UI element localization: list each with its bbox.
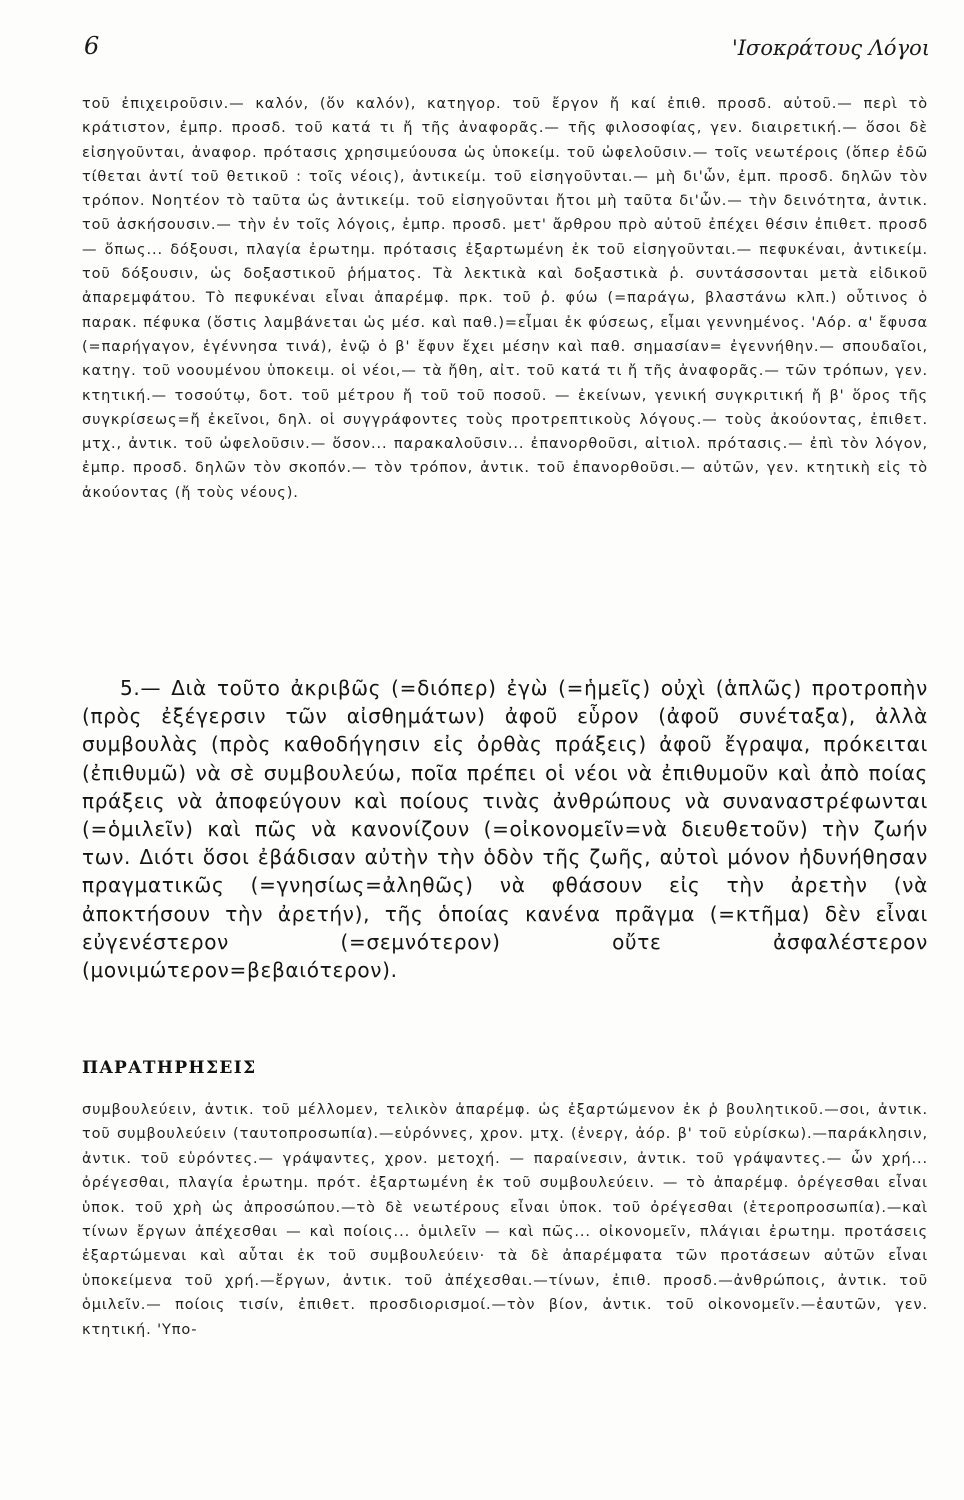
running-title: 'Ισοκράτους Λόγοι — [731, 36, 930, 60]
main-paragraph: 5.— Διὰ τοῦτο ἀκριβῶς (=διόπερ) ἐγὼ (=ἡμεῖς) οὐχὶ (ἁπλῶς) προτροπὴν (πρὸς ἐξέγερσιν τῶν αἰσθημάτων) ἀφοῦ εὗρον (ἀφοῦ συνέταξα), ἀλλὰ συμβουλὰς (πρὸς καθοδήγησιν εἰς ὀρθὰς πράξεις) ἀφοῦ ἔγραψα, πρόκειται (ἐπιθυμῶ) νὰ σὲ συμβουλεύω, ποῖα πρέπει οἱ νέοι νὰ ἐπιθυμοῦν καὶ ἀπὸ ποίας πράξεις νὰ ἀποφεύγουν καὶ ποίους τινὰς ἀνθρώπους νὰ συναναστρέφωνται (=ὁμιλεῖν) καὶ πῶς νὰ κανονίζουν (=οἰκονομεῖν=νὰ διευθετοῦν) τὴν ζωήν των. Διότι ὅσοι ἐβάδισαν αὐτὴν τὴν ὁδὸν τῆς ζωῆς, αὐτοὶ μόνον ἠδυνήθησαν πραγματικῶς (=γνησίως=ἀληθῶς) νὰ φθάσουν εἰς τὴν ἀρετὴν (νὰ ἀποκτήσουν τὴν ἀρετήν), τῆς ὁποίας κανένα πρᾶγμα (=κτῆμα) δὲν εἶναι εὐγενέστερον (=σεμνότερον) οὔτε ἀσφαλέστερον (μονιμώτερον=βεβαιότερον). — [82, 676, 928, 983]
main-translation — [82, 674, 928, 984]
section-heading: ΠΑΡΑΤΗΡΗΣΕΙΣ — [82, 1058, 257, 1078]
remarks-paragraph: συμβουλεύειν, ἀντικ. τοῦ μέλλομεν, τελικὸν ἀπαρέμφ. ὡς ἐξαρτώμενον ἐκ ῥ βουλητικοῦ.—σοι, ἀντικ. τοῦ συμβουλεύειν (ταυτοπροσωπία).—εὑρόννες, χρον. μτχ. (ἐνεργ, ἀόρ. β' τοῦ εὑρίσκω).—παράκλησιν, ἀντικ. τοῦ εὑρόντες.— γράψαντες, χρον. μετοχή. — παραίνεσιν, ἀντικ. τοῦ γράψαντες.— ὧν χρή... ὀρέγεσθαι, πλαγία ἐρωτημ. πρότ. ἐξαρτωμένη ἐκ τοῦ συμβουλεύειν. — τὸ ἀπαρέμφ. ὀρέγεσθαι εἶναι ὑποκ. τοῦ χρὴ ὡς ἀπροσώπου.—τὸ δὲ νεωτέρους εἶναι ὑποκ. τοῦ ὀρέγεσθαι (ἑτεροπροσωπία).—καὶ τίνων ἔργων ἀπέχεσθαι — καὶ ποίοις... ὁμιλεῖν — καὶ πῶς... οἰκονομεῖν, πλάγιαι ἐρωτημ. προτάσεις ἐξαρτώμεναι καὶ αὗται ἐκ τοῦ συμβουλεύειν· τὰ δὲ ἀπαρέμφατα τῶν προτάσεων αὐτῶν εἶναι ὑποκείμενα τοῦ χρή.—ἔργων, ἀντικ. τοῦ ἀπέχεσθαι.—τίνων, ἐπιθ. προσδ.—ἀνθρώποις, ἀντικ. τοῦ ὁμιλεῖν.— ποίοις τισίν, ἐπιθετ. προσδιορισμοί.—τὸν βίον, ἀντικ. τοῦ οἰκονομεῖν.—ἑαυτῶν, γεν. κτητική. 'Υπο- — [82, 1102, 928, 1338]
commentary-notes — [82, 92, 928, 505]
notes-paragraph: τοῦ ἐπιχειροῦσιν.— καλόν, (ὅν καλόν), κατηγορ. τοῦ ἔργον ἤ καί ἐπιθ. προσδ. αὐτοῦ.— περὶ τὸ κράτιστον, ἐμπρ. προσδ. τοῦ κατά τι ἤ τῆς ἀναφορᾶς.— τῆς φιλοσοφίας, γεν. διαιρετική.— ὅσοι δὲ εἰσηγοῦνται, ἀναφορ. πρότασις χρησιμεύουσα ὡς ὑποκείμ. τοῦ ὠφελοῦσιν.— τοῖς νεωτέροις (ὅπερ ἐδῶ τίθεται ἀντί τοῦ θετικοῦ : τοῖς νέοις), ἀντικείμ. τοῦ εἰσηγοῦνται.— μὴ δι'ὧν, ἐμπ. προσδ. δηλῶν τὸν τρόπον. Νοητέον τὸ ταῦτα ὡς ἀντικείμ. τοῦ εἰσηγοῦνται ἤτοι μὴ ταῦτα δι'ὧν.— τὴν δεινότητα, ἀντικ. τοῦ ἀσκήσουσιν.— τὴν ἐν τοῖς λόγοις, ἐμπρ. προσδ. μετ' ἄρθρου πρὸ αὐτοῦ ἐπέχει θέσιν ἐπιθετ. προσδ — ὅπως... δόξουσι, πλαγία ἐρωτημ. πρότασις ἐξαρτωμένη ἐκ τοῦ εἰσηγοῦνται.— πεφυκέναι, ἀντικείμ. τοῦ δόξουσιν, ὡς δοξαστικοῦ ῥήματος. Τὰ λεκτικὰ καὶ δοξαστικὰ ῥ. συντάσσονται μετὰ εἰδικοῦ ἀπαρεμφάτου. Τὸ πεφυκέναι εἶναι ἀπαρέμφ. πρκ. τοῦ ῥ. φύω (=παράγω, βλαστάνω κλπ.) οὗτινος ὁ παρακ. πέφυκα (ὅστις λαμβάνεται ὡς μέσ. καὶ παθ.)=εἶμαι ἐκ φύσεως, εἶμαι γεννημένος. 'Αόρ. α' ἔφυσα (=παρήγαγον, ἐγέννησα τινά), ἐνῷ ὁ β' ἔφυν ἔχει μέσην καὶ παθ. σημασίαν= ἐγεννήθην.— σπουδαῖοι, κατηγ. τοῦ νοουμένου ὑποκειμ. οἱ νέοι,— τὰ ἤθη, αἰτ. τοῦ κατά τι ἤ τῆς ἀναφορᾶς.— τῶν τρόπων, γεν. κτητική.— τοσούτῳ, δοτ. τοῦ μέτρου ἤ τοῦ τοῦ ποσοῦ. — ἐκείνων, γενική συγκριτική ἤ β' ὅρος τῆς συγκρίσεως=ἤ ἐκεῖνοι, δηλ. οἱ συγγράφοντες τοὺς προτρεπτικοὺς λόγους.— τοὺς ἀκούοντας, ἐπιθετ. μτχ., ἀντικ. τοῦ ὠφελοῦσιν.— ὅσον... παρακαλοῦσιν... ἐπανορθοῦσι, αἰτιολ. πρότασις.— ἐπὶ τὸν λόγον, ἐμπρ. προσδ. δηλῶν τὸν σκοπόν.— τὸν τρόπον, ἀντικ. τοῦ ἐπανορθοῦσι.— αὐτῶν, γεν. κτητικὴ εἰς τὸ ἀκούοντας (ἤ τοὺς νέους). — [82, 96, 928, 501]
remarks-notes — [82, 1098, 928, 1342]
page-number: 6 — [84, 32, 100, 60]
running-head — [84, 32, 930, 66]
